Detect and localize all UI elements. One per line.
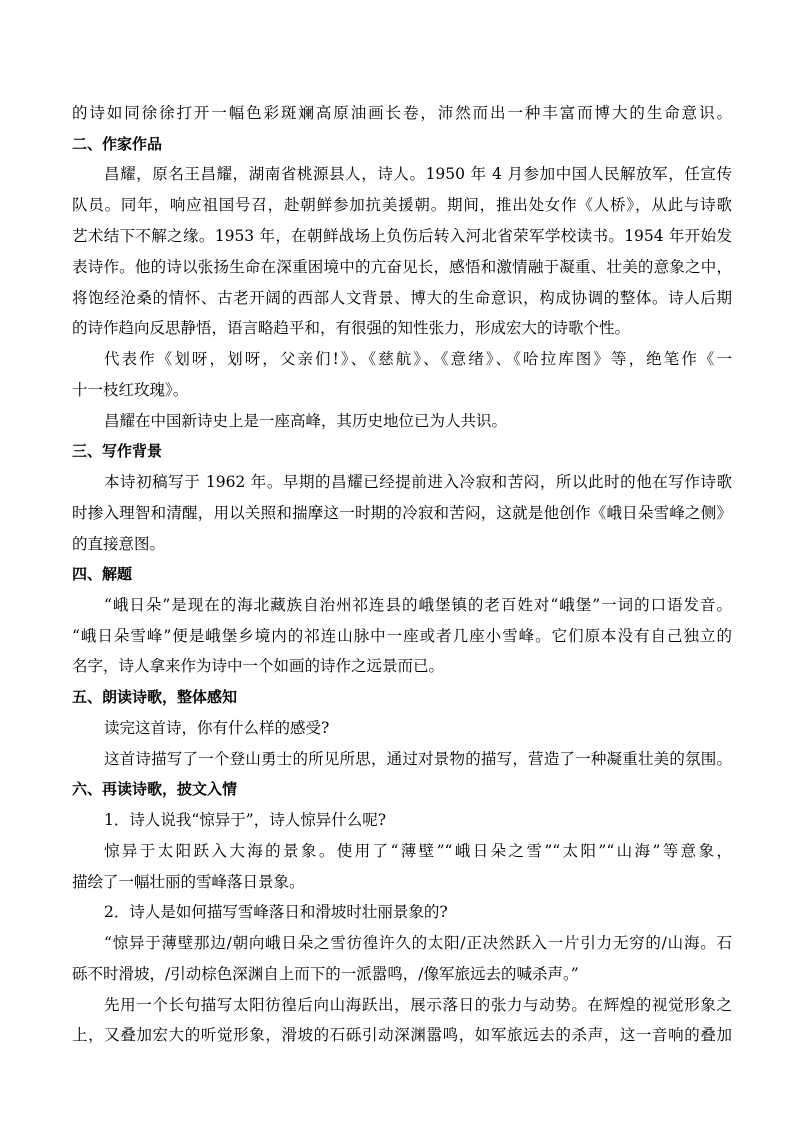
body-text-line: 代表作《划呀，划呀，父亲们!》、《慈航》、《意绪》、《哈拉库图》等，绝笔作《一 [104, 350, 732, 368]
body-text-line: 昌耀，原名王昌耀，湖南省桃源县人，诗人。1950 年 4 月参加中国人民解放军，任宣传 [104, 165, 732, 183]
body-text-line: 昌耀在中国新诗史上是一座高峰，其历史地位已为人共识。 [104, 412, 508, 430]
section-heading-background: 三、写作背景 [72, 442, 163, 460]
body-text-line: 的诗如同徐徐打开一幅色彩斑斓高原油画长卷，沛然而出一种丰富而博大的生命意识。 [72, 104, 732, 122]
quote-text: 砾不时滑坡，/引动棕色深渊自上而下的一派嚣鸣，/像军旅远去的喊杀声。” [72, 965, 579, 983]
body-text-line: “峨日朵”是现在的海北藏族自治州祁连县的峨堡镇的老百姓对“峨堡”一词的口语发音。 [104, 596, 732, 614]
body-text-line: 本诗初稿写于 1962 年。早期的昌耀已经提前进入冷寂和苦闷，所以此时的他在写作诗歌 [104, 473, 732, 491]
section-heading-author: 二、作家作品 [72, 135, 163, 153]
section-heading-rereading: 六、再读诗歌，披文入情 [72, 780, 238, 798]
body-text-line: 艺术结下不解之缘。1953 年，在朝鲜战场上负伤后转入河北省荣军学校读书。1954 年开始发 [72, 227, 732, 245]
section-heading-reading: 五、朗读诗歌，整体感知 [72, 688, 238, 706]
body-text-line: “峨日朵雪峰”便是峨堡乡境内的祁连山脉中一座或者几座小雪峰。它们原本没有自己独立的 [72, 627, 732, 645]
body-text-line: 的诗作趋向反思静悟，语言略趋平和，有很强的知性张力，形成宏大的诗歌个性。 [72, 319, 631, 337]
body-text-line: 表诗作。他的诗以张扬生命在深重困境中的亢奋见长，感悟和激情融于凝重、壮美的意象之中， [72, 258, 732, 276]
body-text-line: 上，又叠加宏大的听觉形象，滑坡的石砾引动深渊嚣鸣，如军旅远去的杀声，这一音响的叠加 [72, 1026, 732, 1044]
body-text-line: 队员。同年，响应祖国号召，赴朝鲜参加抗美援朝。期间，推出处女作《人桥》，从此与诗歌 [72, 196, 732, 214]
question-text: 读完这首诗，你有什么样的感受? [104, 719, 330, 737]
body-text-line: 名字，诗人拿来作为诗中一个如画的诗作之远景而已。 [72, 657, 445, 675]
body-text-line: 十一枝红玫瑰》。 [72, 381, 189, 399]
body-text-line: 将饱经沧桑的情怀、古老开阔的西部人文背景、博大的生命意识，构成协调的整体。诗人后期 [72, 289, 732, 307]
body-text-line: 时掺入理智和清醒，用以关照和揣摩这一时期的冷寂和苦闷，这就是他创作《峨日朵雪峰之侧》 [72, 504, 732, 522]
question-text: 1．诗人说我“惊异于”，诗人惊异什么呢? [104, 811, 387, 829]
body-text-line: 的直接意图。 [72, 535, 166, 553]
quote-text: “惊异于薄壁那边/朝向峨日朵之雪彷徨许久的太阳/正决然跃入一片引力无穷的/山海。石 [104, 934, 732, 952]
question-text: 2．诗人是如何描写雪峰落日和滑坡时壮丽景象的? [104, 903, 448, 921]
body-text-line: 先用一个长句描写太阳彷徨后向山海跃出，展示落日的张力与动势。在辉煌的视觉形象之 [104, 996, 732, 1014]
answer-text: 这首诗描写了一个登山勇士的所见所思，通过对景物的描写，营造了一种凝重壮美的氛围。 [104, 750, 732, 768]
answer-text: 描绘了一幅壮丽的雪峰落日景象。 [72, 873, 305, 891]
answer-text: 惊异于太阳跃入大海的景象。使用了“薄壁”“峨日朵之雪”“太阳”“山海”等意象， [104, 842, 732, 860]
section-heading-title-explanation: 四、解题 [72, 565, 133, 583]
